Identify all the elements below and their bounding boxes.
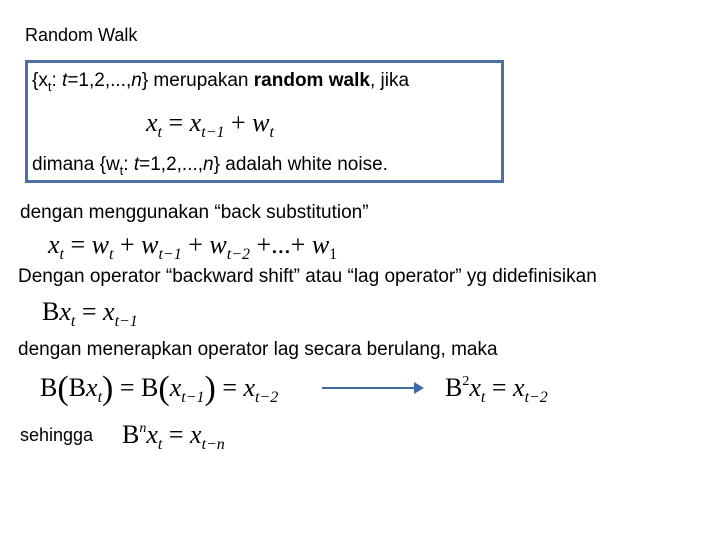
var-x: x bbox=[59, 297, 71, 326]
var-x: x bbox=[513, 373, 525, 402]
sub-t-2: t−2 bbox=[524, 389, 548, 406]
paren-right: ) bbox=[102, 370, 114, 407]
text-fragment: =1,2,..., bbox=[139, 154, 204, 175]
equals: = bbox=[168, 420, 184, 449]
sub-t-n: t−n bbox=[201, 436, 225, 453]
var-w: w bbox=[209, 230, 227, 259]
text-fragment: } merupakan bbox=[141, 70, 254, 91]
plus-dots-plus: +...+ bbox=[256, 230, 306, 259]
italic-var: n bbox=[203, 154, 214, 175]
var-w: w bbox=[141, 230, 159, 259]
equals: = bbox=[81, 297, 97, 326]
equation-b-squared bbox=[445, 373, 548, 407]
sub-t: t bbox=[157, 436, 163, 453]
var-x: x bbox=[169, 373, 182, 402]
definition-line-2 bbox=[32, 154, 388, 178]
plus: + bbox=[119, 230, 135, 259]
var-x: x bbox=[189, 108, 202, 137]
sub-t-2: t−2 bbox=[255, 389, 279, 406]
sub-t: t bbox=[480, 389, 486, 406]
sub-t: t bbox=[157, 124, 162, 141]
superscript-n: n bbox=[139, 421, 147, 436]
equals: = bbox=[119, 373, 135, 402]
equals: = bbox=[168, 108, 184, 137]
operator-B: B bbox=[445, 373, 463, 402]
page-title: Random Walk bbox=[25, 25, 138, 45]
plus: + bbox=[188, 230, 203, 259]
var-x: x bbox=[86, 373, 98, 402]
text-sehingga: sehingga bbox=[20, 425, 94, 445]
text-fragment: : bbox=[123, 154, 134, 175]
subscript: t bbox=[47, 78, 52, 94]
operator-B: B bbox=[68, 373, 87, 402]
var-x: x bbox=[146, 420, 158, 449]
text-fragment: , jika bbox=[369, 70, 410, 91]
operator-B: B bbox=[40, 373, 58, 402]
var-x: x bbox=[48, 230, 60, 259]
var-x: x bbox=[146, 108, 158, 137]
paren-left: ( bbox=[57, 370, 69, 407]
sub-t-1: t−1 bbox=[158, 246, 182, 263]
sub-t-1: t−1 bbox=[201, 124, 225, 141]
subscript: t bbox=[119, 162, 124, 178]
sub-t: t bbox=[59, 246, 64, 263]
equation-random-walk bbox=[146, 108, 274, 142]
var-w: w bbox=[311, 230, 330, 259]
equation-lag-twice bbox=[40, 370, 278, 408]
text-repeat: dengan menerapkan operator lag secara berulang, maka bbox=[18, 339, 498, 360]
equals: = bbox=[70, 230, 86, 259]
operator-B: B bbox=[122, 420, 140, 449]
var-w: w bbox=[91, 230, 110, 259]
sub-1: 1 bbox=[329, 246, 338, 263]
text-fragment: } adalah white noise. bbox=[213, 154, 388, 175]
operator-B: B bbox=[141, 373, 159, 402]
var-w: w bbox=[252, 108, 270, 137]
text-operator: Dengan operator “backward shift” atau “lag operator” yg didefinisikan bbox=[18, 266, 597, 287]
italic-var: n bbox=[131, 70, 142, 91]
text-fragment: : bbox=[51, 70, 63, 91]
definition-line-1 bbox=[32, 70, 409, 94]
var-x: x bbox=[103, 297, 115, 326]
text-fragment: dimana {w bbox=[32, 154, 120, 175]
text-back-substitution: dengan menggunakan “back substitution” bbox=[20, 202, 369, 223]
superscript-2: 2 bbox=[462, 374, 470, 389]
bold-term: random walk bbox=[253, 70, 370, 91]
equation-b-n bbox=[122, 420, 225, 454]
sub-t: t bbox=[109, 246, 114, 263]
equals: = bbox=[491, 373, 507, 402]
equation-back-substitution bbox=[48, 230, 337, 264]
plus: + bbox=[230, 108, 246, 137]
equation-lag-operator bbox=[42, 297, 138, 331]
paren-right: ) bbox=[204, 370, 216, 407]
sub-t-1: t−1 bbox=[181, 389, 205, 406]
var-x: x bbox=[190, 420, 202, 449]
equals: = bbox=[222, 373, 237, 402]
text-fragment: {x bbox=[32, 70, 48, 91]
sub-t: t bbox=[70, 313, 76, 330]
sub-t-1: t−1 bbox=[114, 313, 138, 330]
var-x: x bbox=[469, 373, 481, 402]
italic-var: t bbox=[62, 70, 68, 91]
paren-left: ( bbox=[158, 370, 170, 407]
italic-var: t bbox=[133, 154, 140, 175]
sub-t-2: t−2 bbox=[226, 246, 250, 263]
text-fragment: =1,2,..., bbox=[67, 70, 132, 91]
operator-B: B bbox=[42, 297, 60, 326]
sub-t: t bbox=[97, 389, 103, 406]
var-x: x bbox=[243, 373, 256, 402]
sub-t: t bbox=[269, 124, 274, 141]
right-arrow-icon bbox=[322, 387, 422, 389]
